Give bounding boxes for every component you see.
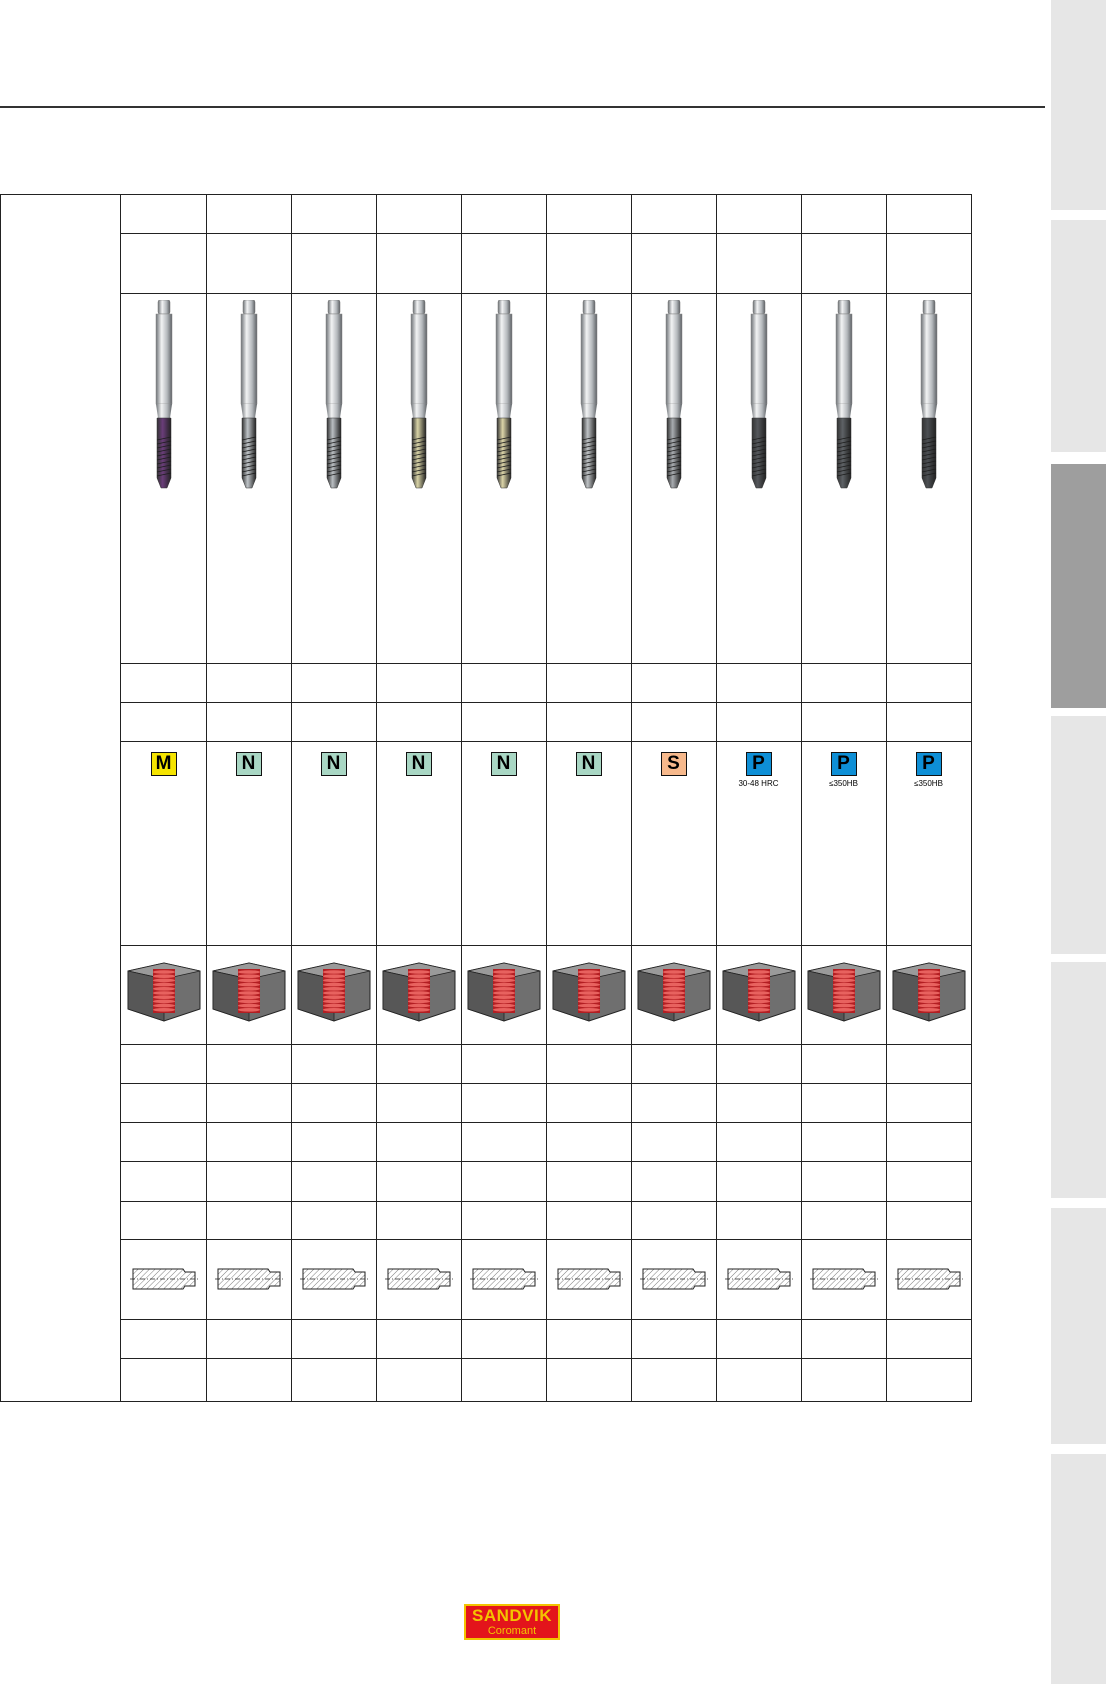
threaded-hole-icon [551,959,627,1025]
material-badge-P: P [746,752,772,776]
tap-spec-table [0,194,972,1402]
tap-purple-spiral-point-icon [144,300,184,500]
workpiece-section-drawing-icon [554,1261,624,1295]
workpiece-section-drawing-icon [639,1261,709,1295]
tap-hand-tap-icon [654,300,694,500]
workpiece-section-drawing-icon [214,1261,284,1295]
column-divider [631,195,632,1401]
threaded-hole-icon [381,959,457,1025]
material-badge-N: N [491,752,517,776]
column-divider [206,195,207,1401]
material-hardness-note: ≤350HB [914,779,943,788]
tap-dark-spiral-point-icon [739,300,779,500]
material-badge-M: M [151,752,177,776]
workpiece-section-drawing-icon [129,1261,199,1295]
sandvik-coromant-logo [464,1604,560,1640]
chapter-tab-4[interactable] [1051,716,1106,954]
material-hardness-note: 30-48 HRC [738,779,779,788]
workpiece-section-drawing-icon [299,1261,369,1295]
column-divider [886,195,887,1401]
chapter-tabs [1051,0,1106,1684]
threaded-hole-icon [721,959,797,1025]
tap-dark-straight-flute-icon [824,300,864,500]
material-badge-P: P [831,752,857,776]
material-badge-S: S [661,752,687,776]
column-divider [716,195,717,1401]
column-divider [291,195,292,1401]
column-divider [801,195,802,1401]
workpiece-section-drawing-icon [384,1261,454,1295]
workpiece-section-drawing-icon [469,1261,539,1295]
chapter-tab-6[interactable] [1051,1208,1106,1444]
workpiece-section-drawing-icon [809,1261,879,1295]
threaded-hole-icon [466,959,542,1025]
chapter-tab-7[interactable] [1051,1454,1106,1684]
column-divider [376,195,377,1401]
threaded-hole-icon [806,959,882,1025]
tap-bright-straight-flute-icon [314,300,354,500]
threaded-hole-icon [636,959,712,1025]
threaded-hole-icon [126,959,202,1025]
material-badge-N: N [576,752,602,776]
workpiece-section-drawing-icon [724,1261,794,1295]
chapter-tab-3-active[interactable] [1051,464,1106,708]
workpiece-section-drawing-icon [894,1261,964,1295]
chapter-tab-1[interactable] [1051,0,1106,210]
logo-sub-text: Coromant [487,1625,537,1637]
chapter-tab-5[interactable] [1051,962,1106,1198]
header-rule [0,106,1045,108]
threaded-hole-icon [211,959,287,1025]
chapter-tab-2[interactable] [1051,220,1106,452]
tap-bright-spiral-point-icon [569,300,609,500]
tap-gold-spiral-point-icon [399,300,439,500]
tap-bright-spiral-point-icon [229,300,269,500]
tap-dark-spiral-point-icon [909,300,949,500]
column-divider [461,195,462,1401]
material-badge-N: N [321,752,347,776]
material-hardness-note: ≤350HB [829,779,858,788]
column-divider [546,195,547,1401]
threaded-hole-icon [891,959,967,1025]
material-badge-P: P [916,752,942,776]
tap-gold-straight-flute-icon [484,300,524,500]
material-badge-N: N [236,752,262,776]
logo-main-text: SANDVIK [471,1606,552,1625]
row-label-column [1,195,121,1401]
material-badge-N: N [406,752,432,776]
threaded-hole-icon [296,959,372,1025]
